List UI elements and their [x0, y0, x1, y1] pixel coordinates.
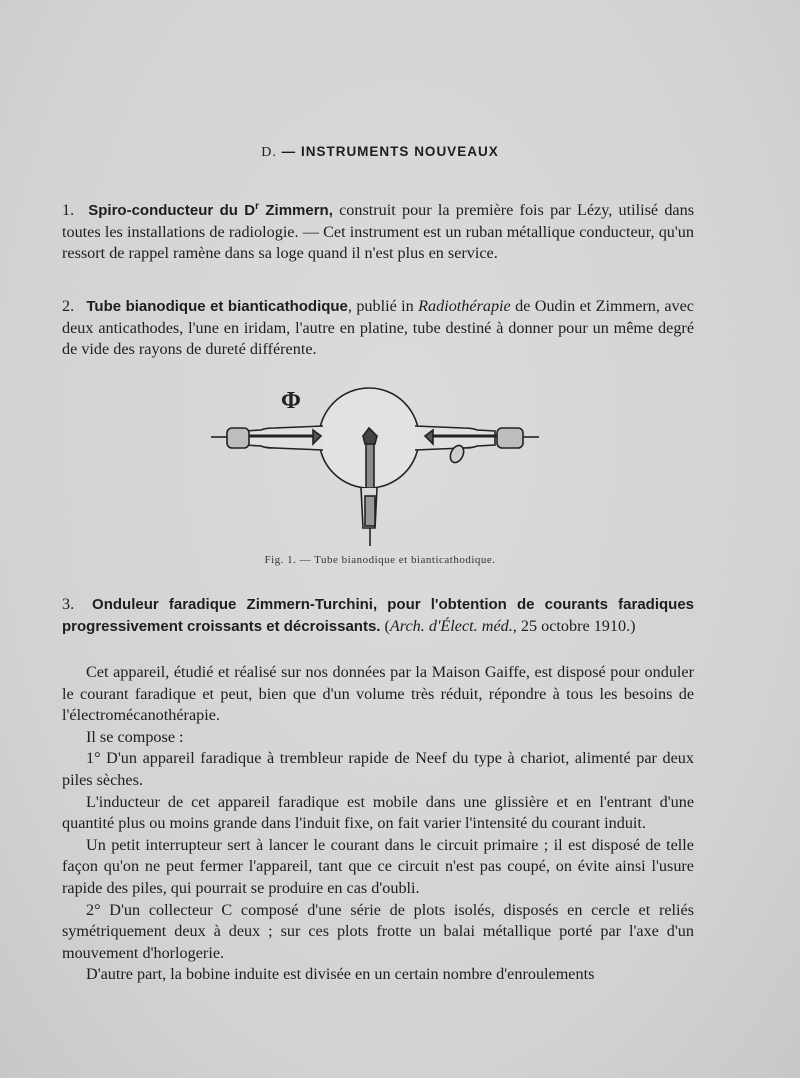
section-title: INSTRUMENTS NOUVEAUX: [300, 144, 499, 159]
section-heading: [0, 144, 760, 161]
phi-symbol: Φ: [281, 388, 301, 414]
item-title: Spiro-conducteur du $D^r$ Zimmern,: [88, 201, 333, 219]
paragraph: 2° D'un collecteur C composé d'une série de plots isolés, disposés en cercle et reliés symétriquement deux à deux ; sur ces plots frotte un balai métallique porté par l'axe d'un mouvement d'horlogerie.: [62, 900, 694, 962]
item-number: 1.: [62, 201, 75, 219]
item-onduleur-faradique: [62, 594, 694, 637]
section-letter: D.: [261, 145, 277, 160]
tube-figure: [205, 378, 545, 548]
ref-open: (: [380, 616, 390, 635]
paragraph: Un petit interrupteur sert à lancer le courant dans le circuit primaire ; il est disposé de telle façon qu'on ne peut fermer l'appareil, tant que ce circuit n'est pas coupé, on évite ainsi l'usure rapide des piles, qui pourrait se produire en cas d'oubli.: [62, 835, 694, 897]
item-spiro-conducteur: [62, 196, 694, 265]
item-title: Onduleur faradique Zimmern-Turchini, pour l'obtention de courants faradiques progressivement croissants et décroissants.: [62, 596, 695, 635]
ref-journal: Arch. d'Élect. méd.: [389, 616, 513, 635]
paragraph: L'inducteur de cet appareil faradique est mobile dans une glissière et en l'entrant d'une quantité plus ou moins grande dans l'induit fixe, on fait varier l'intensité du courant induit.: [62, 792, 694, 833]
body-text: [62, 662, 694, 986]
item-number: 2.: [62, 297, 75, 315]
paragraph: D'autre part, la bobine induite est divisée en un certain nombre d'enroulements: [86, 965, 595, 984]
ref-rest: , 25 octobre 1910.): [512, 616, 636, 635]
item-italic-ref: Radiothérapie: [418, 297, 511, 315]
item-text-before: , publié in: [347, 297, 419, 315]
item-text-after: de Oudin et Zimmern, avec deux anticathodes, l'une en iridam, l'autre en platine, tube destiné à donner pour un même degré de vide des rayons de dureté différente.: [62, 297, 694, 358]
paragraph: Il se compose :: [86, 727, 184, 746]
item-tube-bianodique: [62, 296, 694, 361]
item-text: construit pour la première fois par Lézy, utilisé dans toutes les installations de radiologie. — Cet instrument est un ruban métallique conducteur, qu'un ressort de rappel ramène dans sa loge quand il n'est plus en service.: [62, 201, 695, 262]
tube-illustration: [211, 388, 539, 546]
section-dash: —: [281, 144, 297, 159]
paragraph: 1° D'un appareil faradique à trembleur rapide de Neef du type à chariot, alimenté par deux piles sèches.: [62, 749, 694, 789]
item-title: Tube bianodique et bianticathodique: [86, 298, 348, 315]
paragraph: Cet appareil, étudié et réalisé sur nos données par la Maison Gaiffe, est disposé pour onduler le courant faradique et peut, bien que d'un volume très réduit, répondre à tous les besoins de l'électromécanothérapie.: [62, 663, 694, 725]
item-number: 3.: [62, 595, 75, 613]
figure-caption: Fig. 1. — Tube bianodique et bianticathodique.: [264, 554, 496, 566]
